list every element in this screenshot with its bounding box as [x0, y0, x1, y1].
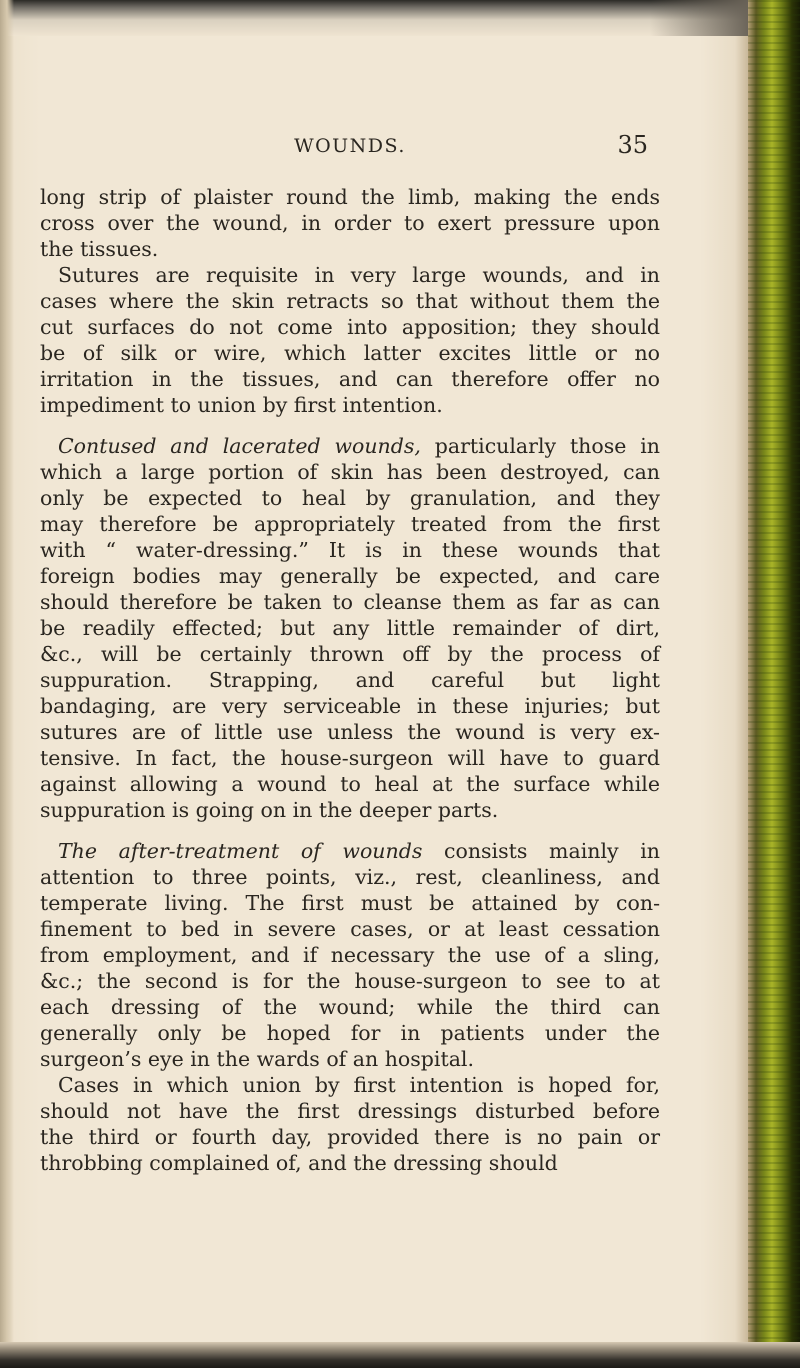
text-line: be of silk or wire, which latter excites little or no [40, 341, 660, 365]
page-top-edge [0, 0, 800, 36]
text-line: sutures are of little use unless the wound is very ex- [40, 720, 660, 744]
text-line: cross over the wound, in order to exert pressure upon [40, 211, 660, 235]
text-line: temperate living. The first must be attained by con- [40, 891, 660, 915]
text-run: particularly those in [420, 434, 660, 458]
text-line: finement to bed in severe cases, or at least cessation [40, 917, 660, 941]
text-line: against allowing a wound to heal at the surface while [40, 772, 660, 796]
text-line-italic-lead [40, 433, 660, 459]
text-line: with “ water-dressing.” It is in these wounds that [40, 538, 660, 562]
text-line: &c.; the second is for the house-surgeon to see to at [40, 969, 660, 993]
gutter-shadow [0, 0, 14, 1368]
text-line: bandaging, are very serviceable in these injuries; but [40, 694, 660, 718]
text-line: which a large portion of skin has been destroyed, can [40, 460, 660, 484]
text-line: attention to three points, viz., rest, cleanliness, and [40, 865, 660, 889]
text-line: long strip of plaister round the limb, making the ends [40, 185, 660, 209]
text-line: Sutures are requisite in very large wounds, and in [58, 263, 660, 287]
italic-phrase: Contused and lacerated wounds, [58, 434, 421, 458]
text-line: may therefore be appropriately treated from the first [40, 512, 660, 536]
text-line: cut surfaces do not come into apposition; they should [40, 315, 660, 339]
text-line: only be expected to heal by granulation, and they [40, 486, 660, 510]
text-line: cases where the skin retracts so that without them the [40, 289, 660, 313]
text-line: generally only be hoped for in patients under the [40, 1021, 660, 1045]
text-line: each dressing of the wound; while the third can [40, 995, 660, 1019]
text-line: impediment to union by first intention. [40, 393, 443, 417]
italic-phrase: The after-treatment of wounds [58, 839, 423, 863]
text-line: suppuration is going on in the deeper parts. [40, 798, 499, 822]
text-line-italic-lead [40, 838, 660, 864]
text-line: &c., will be certainly thrown off by the process of [40, 642, 660, 666]
text-line: throbbing complained of, and the dressing should [40, 1151, 558, 1175]
text-line: Cases in which union by first intention is hoped for, [58, 1073, 660, 1097]
text-line: tensive. In fact, the house-surgeon will have to guard [40, 746, 660, 770]
text-line: from employment, and if necessary the use of a sling, [40, 943, 660, 967]
text-line: irritation in the tissues, and can therefore offer no [40, 367, 660, 391]
text-line: suppuration. Strapping, and careful but light [40, 668, 660, 692]
text-line: the third or fourth day, provided there is no pain or [40, 1125, 660, 1149]
text-run: consists mainly in [422, 839, 660, 863]
page-bottom-edge [0, 1342, 800, 1368]
page-number: 35 [617, 131, 648, 159]
text-line: should therefore be taken to cleanse them as far as can [40, 590, 660, 614]
running-head: WOUNDS. [294, 135, 406, 157]
text-line: should not have the first dressings disturbed before [40, 1099, 660, 1123]
text-line: foreign bodies may generally be expected, and care [40, 564, 660, 588]
text-line: be readily effected; but any little remainder of dirt, [40, 616, 660, 640]
text-line: surgeon’s eye in the wards of an hospital. [40, 1047, 474, 1071]
book-spine [748, 0, 800, 1368]
text-line: the tissues. [40, 237, 159, 261]
